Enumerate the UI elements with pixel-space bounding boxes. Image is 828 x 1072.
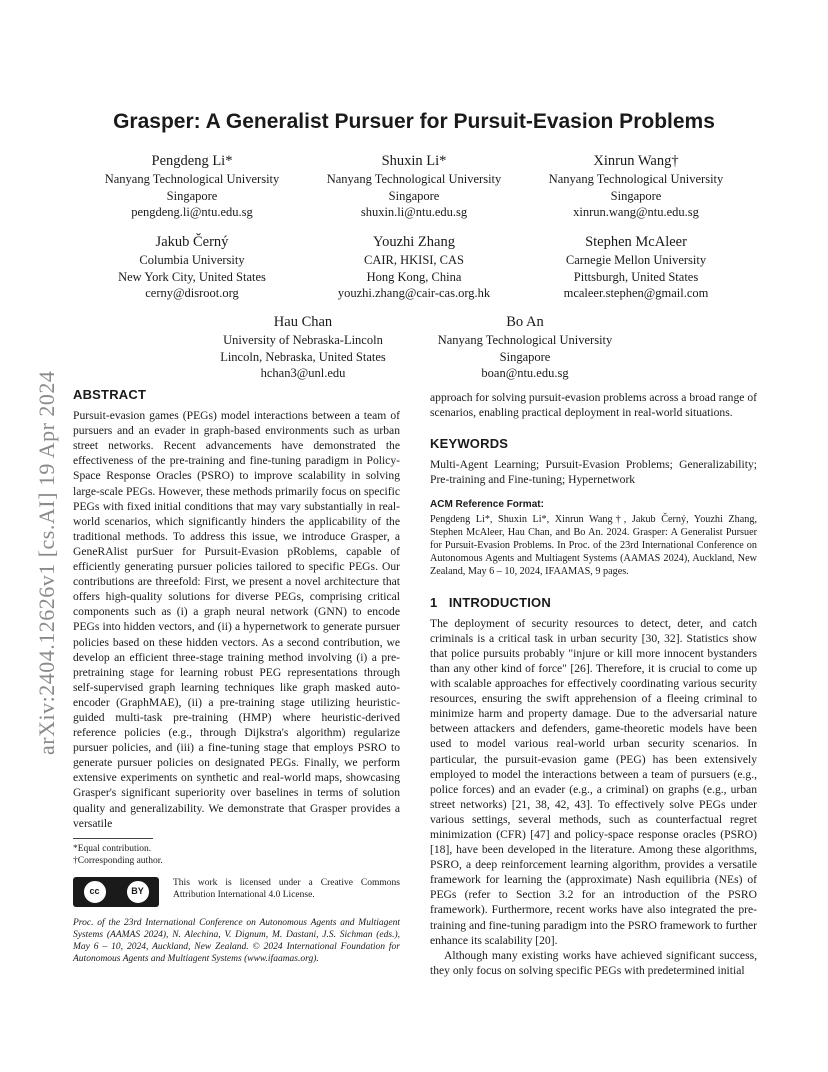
- cc-by-badge: [73, 877, 159, 907]
- author-affiliation: CAIR, HKISI, CAS: [363, 253, 464, 267]
- author-affiliation: Carnegie Mellon University: [565, 253, 707, 267]
- license-text: This work is licensed under a Creative Commons Attribution International 4.0 License.: [173, 877, 400, 900]
- author-email: mcaleer.stephen@gmail.com: [563, 286, 709, 300]
- author-email: cerny@disroot.org: [145, 286, 239, 300]
- author-name: Youzhi Zhang: [373, 234, 455, 250]
- author-location: Singapore: [499, 349, 551, 364]
- left-column: [73, 387, 400, 965]
- author-block: [77, 152, 307, 221]
- author-affiliation: Nanyang Technological University: [437, 333, 613, 347]
- proceedings-note: [73, 917, 400, 965]
- acm-reference-text: Pengdeng Li*, Shuxin Li*, Xinrun Wang†, Jakub Černý, Youzhi Zhang, Stephen McAleer, Hau Chan, and Bo An. 2024. Grasper: A Generalist Pursuer for Pursuit-Evasion Problems. In Proc. of the 23rd International Conference on Autonomous Agents and Multiagent Systems (AAMAS 2024), Auckland, New Zealand, May 6 – 10, 2024, IFAAMAS, 9 pages.: [430, 513, 757, 578]
- author-location: Singapore: [166, 188, 218, 203]
- right-column: [430, 387, 757, 978]
- author-name: Xinrun Wang†: [593, 153, 679, 169]
- author-email: xinrun.wang@ntu.edu.sg: [573, 205, 699, 219]
- footnote-equal: *Equal contribution.: [73, 843, 152, 854]
- cc-icon: cc: [83, 880, 107, 904]
- author-location: Lincoln, Nebraska, United States: [220, 349, 386, 364]
- author-affiliation: Nanyang Technological University: [548, 172, 724, 186]
- author-name: Jakub Černý: [155, 234, 229, 250]
- author-location: Singapore: [388, 188, 440, 203]
- by-icon: BY: [126, 880, 150, 904]
- introduction-paragraph: Although many existing works have achieved significant success, they only focus on solving specific PEGs with predetermined initial: [430, 948, 757, 977]
- author-block: [410, 313, 640, 382]
- footnote-divider: [73, 838, 153, 839]
- author-email: hchan3@unl.edu: [260, 366, 346, 380]
- author-email: youzhi.zhang@cair-cas.org.hk: [337, 286, 491, 300]
- keywords-text: Multi-Agent Learning; Pursuit-Evasion Problems; Generalizability; Pre-training and Fine-tuning; Hypernetwork: [430, 458, 757, 487]
- author-email: boan@ntu.edu.sg: [481, 366, 569, 380]
- author-block: [77, 233, 307, 302]
- author-location: New York City, United States: [118, 269, 266, 284]
- author-block: [299, 152, 529, 221]
- author-location: Hong Kong, China: [366, 269, 462, 284]
- author-email: pengdeng.li@ntu.edu.sg: [131, 205, 253, 219]
- abstract-continuation: approach for solving pursuit-evasion problems across a broad range of scenarios, enabling practical deployment in real-world situations.: [430, 391, 757, 420]
- author-affiliation: Nanyang Technological University: [326, 172, 502, 186]
- author-name: Hau Chan: [273, 314, 333, 330]
- author-name: Bo An: [506, 314, 544, 330]
- author-location: Pittsburgh, United States: [573, 269, 699, 284]
- author-name: Pengdeng Li*: [151, 153, 233, 169]
- author-name: Shuxin Li*: [381, 153, 447, 169]
- author-email: shuxin.li@ntu.edu.sg: [360, 205, 468, 219]
- abstract-text: Pursuit-evasion games (PEGs) model interactions between a team of pursuers and an evader in graph-based environments such as urban street networks. Recent advancements have demonstrated the effectiveness of the pre-training and fine-tuning paradigm in Policy-Space Response Oracles (PSRO) to improve scalability in solving large-scale PEGs. However, these methods primarily focus on specific PEGs with fixed initial conditions that may vary substantially in real-world scenarios, which significantly hinders the applicability of the traditional methods. To address this issue, we introduce Grasper, a GeneRAlist purSuer for Pursuit-Evasion pRoblems, capable of efficiently generating pursuer policies tailored to specific PEGs. Our contributions are threefold: First, we present a novel architecture that offers high-quality solutions for diverse PEGs, comprising critical components such as (i) a graph neural network (GNN) to encode PEGs into hidden vectors, and (ii) a hypernetwork to generate pursuer policies based on these hidden vectors. As a second contribution, we develop an efficient three-stage training method involving (i) a pre-pretraining stage for learning robust PEG representations through self-supervised graph learning techniques like graph masked auto-encoder (GraphMAE), (ii) a pre-training stage utilizing heuristic-guided multi-task pre-training (HMP) where heuristic-derived reference policies (e.g., through Dijkstra's algorithm) regularize pursuer policies, and (iii) a fine-tuning stage that employs PSRO to generate pursuer policies on designated PEGs. Finally, we perform extensive experiments on synthetic and real-world maps, showcasing Grasper's significant superiority over baselines in terms of solution quality and generalizability. We demonstrate that Grasper provides a versatile: [73, 409, 400, 830]
- author-affiliation: University of Nebraska-Lincoln: [223, 333, 383, 347]
- footnote-corresponding: †Corresponding author.: [73, 855, 163, 866]
- author-block: [188, 313, 418, 382]
- arxiv-identifier: arXiv:2404.12626v1 [cs.AI] 19 Apr 2024: [34, 370, 59, 755]
- license-row: [73, 877, 400, 907]
- author-block: [299, 233, 529, 302]
- introduction-heading: 1 INTRODUCTION: [430, 594, 551, 610]
- author-affiliation: Nanyang Technological University: [104, 172, 280, 186]
- introduction-paragraph: The deployment of security resources to detect, deter, and catch criminals is a critical task in urban security [30, 32]. Statistics show that police pursuits probably "injure or kill more innocent bystanders than any other kind of force" [26]. Therefore, it is crucial to come up with scalable approaches for effectively coordinating various security resources, ensuring the swift apprehension of a fleeing criminal to minimize harm and property damage. Due to the adversarial nature between attackers and defenders, game-theoretic models have been used to model various real-world urban security scenarios. In particular, the pursuit-evasion game (PEG) has been extensively employed to model the interactions between a team of pursuers (e.g., police forces) and an evader (e.g., a criminal) on graphs (e.g., urban street networks) [21, 38, 42, 43]. To effectively solve PEGs under various settings, several methods, such as counterfactual regret minimization (CFR) [47] and policy-space response oracles (PSRO) [18], have been developed in the literature. Among these algorithms, PSRO, a deep reinforcement learning algorithm, provides a versatile framework for learning the (approximate) Nash equilibria (NEs) of PEGs (refer to Section 3.2 for an introduction of the PSRO framework). Furthermore, recent works have also integrated the pre-training and fine-tuning paradigm into the PSRO framework to further enhance its scalability [20].: [430, 616, 757, 947]
- proceedings-text: Proc. of the 23rd International Conference on Autonomous Agents and Multiagent Systems (AAMAS 2024), N. Alechina, V. Dignum, M. Dastani, J.S. Sichman (eds.), May 6 – 10, 2024, Auckland, New Zealand. © 2024 International Foundation for Autonomous Agents and Multiagent Systems (www.ifaamas.org).: [73, 917, 400, 964]
- author-block: [521, 233, 751, 302]
- author-block: [521, 152, 751, 221]
- acm-reference-heading: ACM Reference Format:: [430, 499, 544, 511]
- paper-title: Grasper: A Generalist Pursuer for Pursuit-Evasion Problems: [113, 110, 715, 133]
- keywords-heading: KEYWORDS: [430, 436, 509, 452]
- author-affiliation: Columbia University: [139, 253, 245, 267]
- author-location: Singapore: [610, 188, 662, 203]
- author-name: Stephen McAleer: [585, 234, 687, 250]
- abstract-heading: ABSTRACT: [73, 387, 147, 402]
